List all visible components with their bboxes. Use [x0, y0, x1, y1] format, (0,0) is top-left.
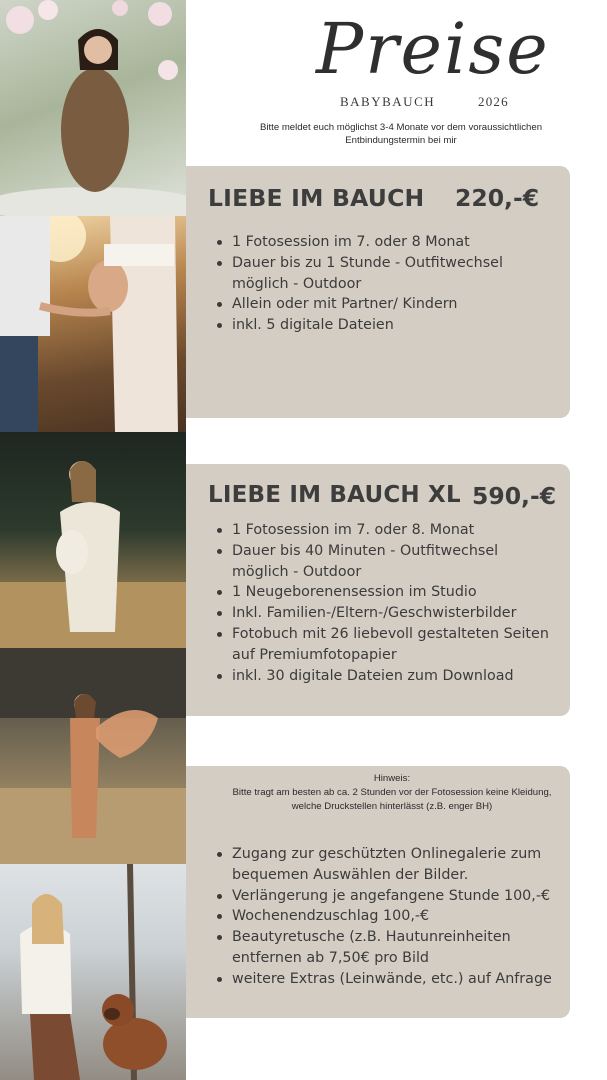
feature-item: inkl. 30 digitale Dateien zum Download: [214, 666, 554, 687]
feature-item: Inkl. Familien-/Eltern-/Geschwisterbilder: [214, 603, 554, 624]
intro-note: [246, 121, 556, 147]
feature-list: [214, 232, 554, 336]
woman-field-icon: [0, 432, 186, 648]
hint-line-1: Bitte tragt am besten ab ca. 2 Stunden vor der Fotosession keine Kleidung,: [232, 787, 552, 798]
feature-item: Dauer bis zu 1 Stunde - Outfitwechsel möglich - Outdoor: [214, 253, 554, 295]
package-card-liebe-im-bauch: [186, 166, 570, 418]
intro-line-2: Entbindungstermin bei mir: [345, 135, 457, 146]
feature-item: inkl. 5 digitale Dateien: [214, 315, 554, 336]
photo-woman-in-field: [0, 432, 186, 648]
blossom-branch-icon: [0, 0, 186, 216]
category-label: BABYBAUCH: [340, 94, 436, 109]
extra-item: Zugang zur geschützten Onlinegalerie zum bequemen Auswählen der Bilder.: [214, 844, 554, 886]
feature-item: Fotobuch mit 26 liebevoll gestalteten Seiten auf Premiumfotopapier: [214, 624, 554, 666]
extra-item: Beautyretusche (z.B. Hautunreinheiten entfernen ab 7,50€ pro Bild: [214, 927, 554, 969]
feature-item: Allein oder mit Partner/ Kindern: [214, 294, 554, 315]
extra-item: Wochenendzuschlag 100,-€: [214, 906, 554, 927]
year-label: 2026: [478, 94, 509, 109]
photo-woman-with-dog-winter: [0, 864, 186, 1080]
hint-box: [222, 772, 562, 814]
package-card-liebe-im-bauch-xl: [186, 464, 570, 716]
package-title: LIEBE IM BAUCH: [208, 184, 425, 212]
extra-item: weitere Extras (Leinwände, etc.) auf Anfrage: [214, 969, 554, 990]
feature-item: Dauer bis 40 Minuten - Outfitwechsel möglich - Outdoor: [214, 541, 554, 583]
extra-item: Verlängerung je angefangene Stunde 100,-€: [214, 886, 554, 907]
feature-item: 1 Fotosession im 7. oder 8. Monat: [214, 520, 554, 541]
photo-woman-flowing-dress: [0, 648, 186, 864]
extras-card: [186, 766, 570, 1018]
feature-list: [214, 520, 554, 686]
page-title: Preise: [316, 8, 550, 90]
photo-pregnant-woman-blossom: [0, 0, 186, 216]
woman-dog-icon: [0, 864, 186, 1080]
hint-title: Hinweis:: [373, 773, 411, 784]
feature-item: 1 Fotosession im 7. oder 8 Monat: [214, 232, 554, 253]
package-title: LIEBE IM BAUCH XL: [208, 482, 461, 508]
flowing-dress-icon: [0, 648, 186, 864]
package-price: 590,-€: [472, 482, 557, 510]
intro-line-1: Bitte meldet euch möglichst 3-4 Monate vor dem voraussichtlichen: [259, 122, 543, 133]
couple-icon: [0, 216, 186, 432]
photo-couple-holding-hands: [0, 216, 186, 432]
hint-line-2: welche Druckstellen hinterlässt (z.B. enger BH): [291, 801, 493, 812]
feature-item: 1 Neugeborenensession im Studio: [214, 582, 554, 603]
photo-strip: [0, 0, 186, 1080]
extras-list: [214, 844, 554, 990]
package-price: 220,-€: [455, 184, 540, 212]
